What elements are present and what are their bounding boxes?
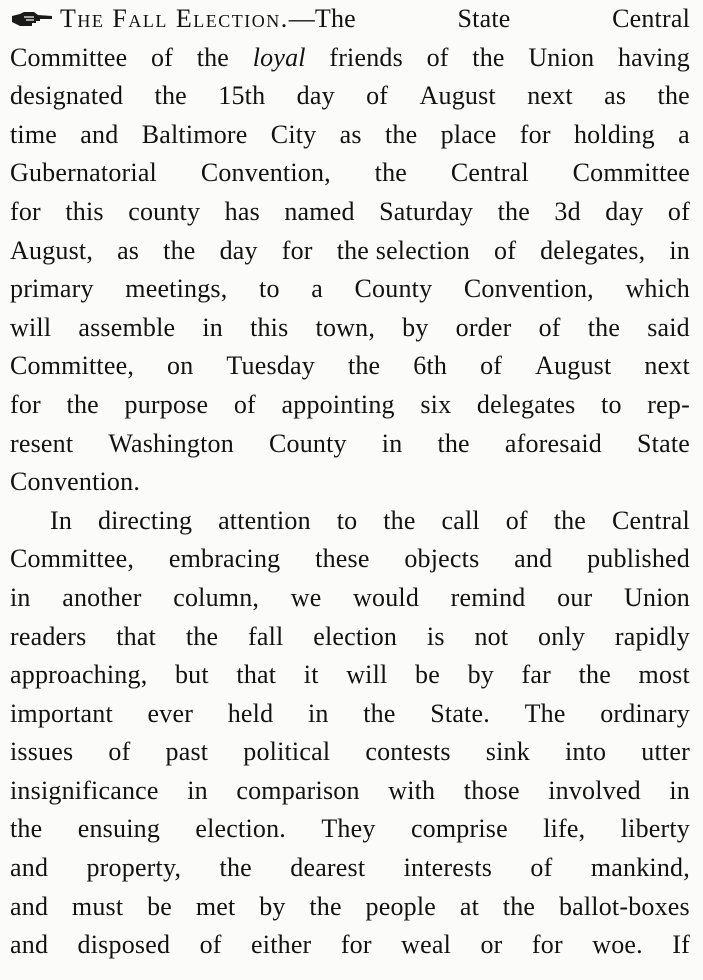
article-word: of <box>505 505 528 535</box>
article-word: the <box>657 81 690 111</box>
article-word: past <box>165 737 209 767</box>
article-word: or <box>480 930 503 960</box>
article-line <box>10 772 690 811</box>
article-word: by <box>259 891 286 921</box>
article-word: comprise <box>410 814 508 844</box>
article-word: a <box>311 274 323 304</box>
article-word: day <box>605 196 644 226</box>
article-word: mankind, <box>590 853 690 883</box>
article-line <box>10 116 690 155</box>
article-word: meetings, <box>125 274 228 304</box>
article-line <box>10 309 690 348</box>
article-word: by <box>467 660 494 690</box>
article-word: the <box>383 505 416 535</box>
article-word: the <box>497 196 530 226</box>
article-word: They <box>321 814 376 844</box>
article-word: August <box>419 81 496 111</box>
article-word: the <box>385 119 418 149</box>
article-word: Committee, <box>10 544 135 574</box>
article-line <box>10 540 690 579</box>
article-word: Tuesday <box>226 351 315 381</box>
article-word: readers <box>10 621 87 651</box>
article-word: delegates <box>476 389 576 419</box>
article-word: If <box>672 930 690 960</box>
article-word: liberty <box>620 814 690 844</box>
article-word: on <box>167 351 194 381</box>
article-word: either <box>251 930 312 960</box>
article-word: sink <box>485 737 530 767</box>
article-word: of <box>199 930 222 960</box>
article-word: remind <box>450 582 526 612</box>
article-word: to <box>259 274 280 304</box>
article-word: the <box>154 81 187 111</box>
article-word: Baltimore <box>141 119 248 149</box>
article-word: as <box>339 119 362 149</box>
heading-title: The Fall Election. <box>60 4 289 33</box>
article-word: and <box>514 544 553 574</box>
article-word: day <box>296 81 335 111</box>
article-word: the <box>10 814 43 844</box>
article-word: purpose <box>124 389 209 419</box>
article-word: the <box>363 698 396 728</box>
article-word: Central <box>450 158 529 188</box>
article-word: and <box>10 930 49 960</box>
article-word: Union <box>624 582 690 612</box>
article-word: insignificance <box>10 775 159 805</box>
article-word: call <box>441 505 480 535</box>
article-word: August <box>535 351 612 381</box>
article-line <box>10 656 690 695</box>
article-word: be <box>415 660 440 690</box>
article-word: Convention. <box>10 467 141 497</box>
article-word: of <box>426 42 449 72</box>
article-word: rep- <box>647 389 690 419</box>
article-word: for <box>10 196 41 226</box>
article-word: loyal <box>252 42 306 72</box>
article-word: county <box>128 196 201 226</box>
article-word: fall <box>247 621 284 651</box>
article-word: 3d <box>554 196 581 226</box>
article-word: that <box>116 621 157 651</box>
article-word: the <box>587 312 621 342</box>
article-word: as <box>117 235 140 265</box>
article-word: in <box>202 312 223 342</box>
article-word: order <box>455 312 512 342</box>
article-word: rapidly <box>614 621 690 651</box>
article-word: Washington <box>108 428 234 458</box>
article-word: most <box>638 660 690 690</box>
article-word: Union <box>528 42 595 72</box>
article-word: ordinary <box>600 698 690 728</box>
article-word: Convention, <box>463 274 594 304</box>
article-word: the <box>374 158 408 188</box>
article-word: property, <box>86 853 182 883</box>
article-line <box>10 463 690 502</box>
article-word: of <box>667 196 690 226</box>
article-word: Committee <box>572 158 690 188</box>
article-word: in <box>669 235 690 265</box>
article-word: met <box>195 891 236 921</box>
article-line <box>10 695 690 734</box>
article-word: State <box>457 4 511 33</box>
article-word: of <box>480 351 503 381</box>
article-word: ever <box>147 698 194 728</box>
article-word: holding <box>573 119 655 149</box>
article-word: appointing <box>281 389 395 419</box>
article-word: in <box>10 582 31 612</box>
article-line <box>10 849 690 888</box>
article-word: comparison <box>236 775 360 805</box>
article-line <box>10 502 690 541</box>
article-word: the <box>578 660 611 690</box>
article-word: interests <box>403 853 493 883</box>
article-word: day <box>219 235 258 265</box>
article-word: political <box>243 737 331 767</box>
article-line <box>10 193 690 232</box>
article-word: people <box>365 891 437 921</box>
article-word: ballot-boxes <box>558 891 690 921</box>
article-word: woe. <box>592 930 643 960</box>
article-word: of <box>108 737 131 767</box>
article-word: in <box>669 775 690 805</box>
article-word: 15th <box>218 81 266 111</box>
article-word: we <box>290 582 322 612</box>
article-word: designated <box>10 81 124 111</box>
article-word: a <box>678 119 690 149</box>
article-word: In <box>50 505 73 535</box>
article-word: of <box>538 312 561 342</box>
article-word: assemble <box>78 312 176 342</box>
article-word: the <box>309 891 342 921</box>
article-word: the <box>472 42 505 72</box>
article-word: by <box>402 312 429 342</box>
article-word: column, <box>173 582 260 612</box>
article-word: County <box>354 274 433 304</box>
article-word: only <box>538 621 586 651</box>
article-line <box>10 425 690 464</box>
article-line <box>10 0 690 39</box>
article-line <box>10 347 690 386</box>
article-word: friends <box>329 42 403 72</box>
article-word: those <box>463 775 520 805</box>
article-word: town, <box>315 312 376 342</box>
article-word: next <box>527 81 573 111</box>
article-word: resent <box>10 428 74 458</box>
article-word: objects <box>404 544 480 574</box>
article-line <box>10 810 690 849</box>
article-word: next <box>644 351 690 381</box>
article-line <box>10 39 690 78</box>
article-word: primary <box>10 274 94 304</box>
article-word: must <box>71 891 124 921</box>
article-word: election. <box>195 814 286 844</box>
pointing-hand-icon <box>10 8 54 30</box>
article-line <box>10 926 690 965</box>
article-word: will <box>346 660 388 690</box>
article-word: aforesaid <box>504 428 602 458</box>
article-word: to <box>336 505 358 535</box>
article-word: Gubernatorial <box>10 158 157 188</box>
article-word: in <box>381 428 403 458</box>
article-word: of <box>150 42 174 72</box>
article-word: these <box>315 544 370 574</box>
article-word: it <box>303 660 319 690</box>
article-word: not <box>474 621 509 651</box>
article-line <box>10 733 690 772</box>
article-word: Committee, <box>10 351 135 381</box>
article-word: weal <box>401 930 452 960</box>
article-word: is <box>426 621 445 651</box>
article-word: delegates, <box>540 235 646 265</box>
article-word: six <box>420 389 452 419</box>
article-word: as <box>604 81 627 111</box>
article-word: The <box>524 698 566 728</box>
article-word: 6th <box>413 351 448 381</box>
article-word: embracing <box>168 544 281 574</box>
article-word: our <box>557 582 593 612</box>
article-word: ensuing <box>77 814 161 844</box>
article-word: will <box>10 312 52 342</box>
article-word: the <box>347 351 381 381</box>
article-word: far <box>521 660 552 690</box>
article-word: August, <box>10 235 94 265</box>
heading-dash: —The <box>288 4 356 33</box>
article-word: State <box>637 428 690 458</box>
article-word: another <box>62 582 142 612</box>
article-word: issues <box>10 737 74 767</box>
article-word: contests <box>365 737 451 767</box>
article-word: the <box>66 389 99 419</box>
article-word: this <box>65 196 104 226</box>
article-word: election <box>313 621 398 651</box>
article-word: in <box>307 698 329 728</box>
article-word: approaching, <box>10 660 148 690</box>
article-word: Central <box>612 4 690 33</box>
article-word: Committee <box>10 42 128 72</box>
article-word: having <box>617 42 690 72</box>
article-word: disposed <box>77 930 171 960</box>
article-line <box>10 270 690 309</box>
article-word: of <box>233 389 256 419</box>
article-word: for <box>281 235 313 265</box>
article-word: into <box>564 737 607 767</box>
article-word: directing <box>97 505 193 535</box>
article-word: involved <box>548 775 641 805</box>
article-word: City <box>270 119 317 149</box>
article-word: and <box>10 891 49 921</box>
article-word: Saturday <box>379 196 474 226</box>
article-word: which <box>625 274 690 304</box>
article-word: has <box>224 196 260 226</box>
article-line <box>10 386 690 425</box>
article-word: important <box>10 698 113 728</box>
article-word: of <box>494 235 517 265</box>
article-word: of <box>366 81 389 111</box>
article-line <box>10 579 690 618</box>
article-heading <box>10 0 356 39</box>
article-word: time <box>10 119 58 149</box>
article-line <box>10 618 690 657</box>
article-word: published <box>587 544 690 574</box>
article-word: the <box>553 505 587 535</box>
article-word: Central <box>611 505 690 535</box>
article-word: would <box>353 582 420 612</box>
article-word: that <box>236 660 277 690</box>
article-word: at <box>459 891 479 921</box>
article-line <box>10 154 690 193</box>
article-word: and <box>80 119 119 149</box>
article-word: the <box>437 428 470 458</box>
article-word: County <box>268 428 347 458</box>
article-word: to <box>601 389 622 419</box>
article-word: for <box>340 930 372 960</box>
article-line <box>10 888 690 927</box>
article-word: of <box>530 853 553 883</box>
article-word: dearest <box>290 853 366 883</box>
article-word: the selection <box>336 235 470 265</box>
article-word: held <box>227 698 274 728</box>
article-word: named <box>284 196 355 226</box>
article-line <box>10 232 690 271</box>
article-word: the <box>196 42 230 72</box>
article-word: attention <box>218 505 311 535</box>
article-word: but <box>174 660 209 690</box>
article-word: for <box>519 119 551 149</box>
article-word: the <box>163 235 196 265</box>
article-word: this <box>250 312 289 342</box>
article-word: utter <box>641 737 690 767</box>
article-line <box>10 77 690 116</box>
article-word: with <box>388 775 436 805</box>
article-word: for <box>10 389 41 419</box>
article-word: place <box>440 119 497 149</box>
article-word: Convention, <box>200 158 331 188</box>
article-word: the <box>502 891 536 921</box>
article-column <box>10 0 690 965</box>
article-word: the <box>219 853 252 883</box>
article-word: be <box>147 891 173 921</box>
article-word: said <box>647 312 690 342</box>
article-word: for <box>531 930 563 960</box>
article-word: the <box>185 621 219 651</box>
article-word: and <box>10 853 49 883</box>
article-word: life, <box>543 814 586 844</box>
article-word: State. <box>430 698 490 728</box>
article-word: in <box>187 775 208 805</box>
